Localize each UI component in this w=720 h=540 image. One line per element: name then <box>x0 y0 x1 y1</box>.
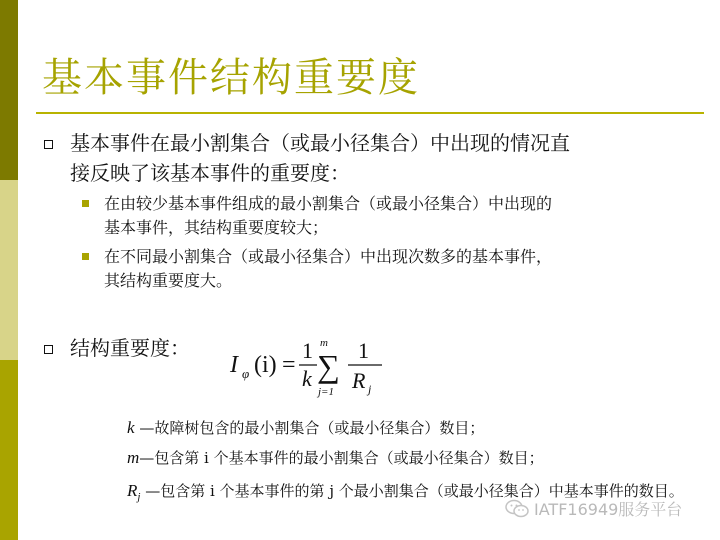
definition-m-symbol: m <box>127 448 140 467</box>
side-bar-top <box>0 0 18 180</box>
title-underline <box>36 112 704 114</box>
bullet-1-line-1: 基本事件在最小割集合（或最小径集合）中出现的情况直 <box>70 131 570 155</box>
sub-bullet-icon <box>82 253 89 260</box>
definition-rj-subscript: j <box>137 491 141 503</box>
formula-term-numerator: 1 <box>358 338 369 363</box>
bullet-square-icon <box>44 345 53 354</box>
watermark-text: IATF16949服务平台 <box>534 500 683 519</box>
wechat-icon <box>504 499 530 519</box>
definition-k <box>127 417 484 439</box>
formula-sum-upper: m <box>320 337 328 349</box>
importance-formula <box>222 332 392 402</box>
formula-lhs-arg: (i) <box>254 352 277 378</box>
definition-rj-text: —包含第 i 个基本事件的第 j 个最小割集合（或最小径集合）中基本事件的数目。 <box>140 482 684 500</box>
formula-equals: = <box>282 352 296 378</box>
bullet-2-label: 结构重要度： <box>70 336 190 360</box>
sub-bullet-1-line-2: 基本事件，其结构重要度较大； <box>104 218 329 237</box>
sub-bullet-2-line-1: 在不同最小割集合（或最小径集合）中出现次数多的基本事件， <box>104 247 553 266</box>
definition-m <box>127 447 544 469</box>
formula-sum-lower: j=1 <box>318 386 334 398</box>
formula-lhs-symbol: I <box>230 352 238 378</box>
formula-lhs-subscript: φ <box>242 366 250 381</box>
bullet-square-icon <box>44 140 53 149</box>
formula-term-denominator: R <box>352 368 366 393</box>
formula-coef-denominator: k <box>302 366 312 391</box>
definition-rj-symbol: R <box>127 481 138 500</box>
sub-bullet-2-line-2: 其结构重要度大。 <box>104 271 233 290</box>
formula-coef-numerator: 1 <box>302 338 313 363</box>
bullet-1-line-2: 接反映了该基本事件的重要度： <box>70 161 350 185</box>
side-bar-middle <box>0 180 18 360</box>
formula-sum-sign: ∑ <box>317 348 340 384</box>
watermark <box>504 497 682 520</box>
side-bar-bottom <box>0 360 18 540</box>
sub-bullet-1-line-1: 在由较少基本事件组成的最小割集合（或最小径集合）中出现的 <box>104 194 553 213</box>
definition-k-symbol: k <box>127 418 135 437</box>
formula-term-subscript: j <box>368 382 372 396</box>
definition-k-text: —故障树包含的最小割集合（或最小径集合）数目； <box>134 419 485 437</box>
definition-m-text: —包含第 i 个基本事件的最小割集合（或最小径集合）数目； <box>139 449 544 467</box>
sub-bullet-icon <box>82 200 89 207</box>
slide-title: 基本事件结构重要度 <box>42 55 420 101</box>
